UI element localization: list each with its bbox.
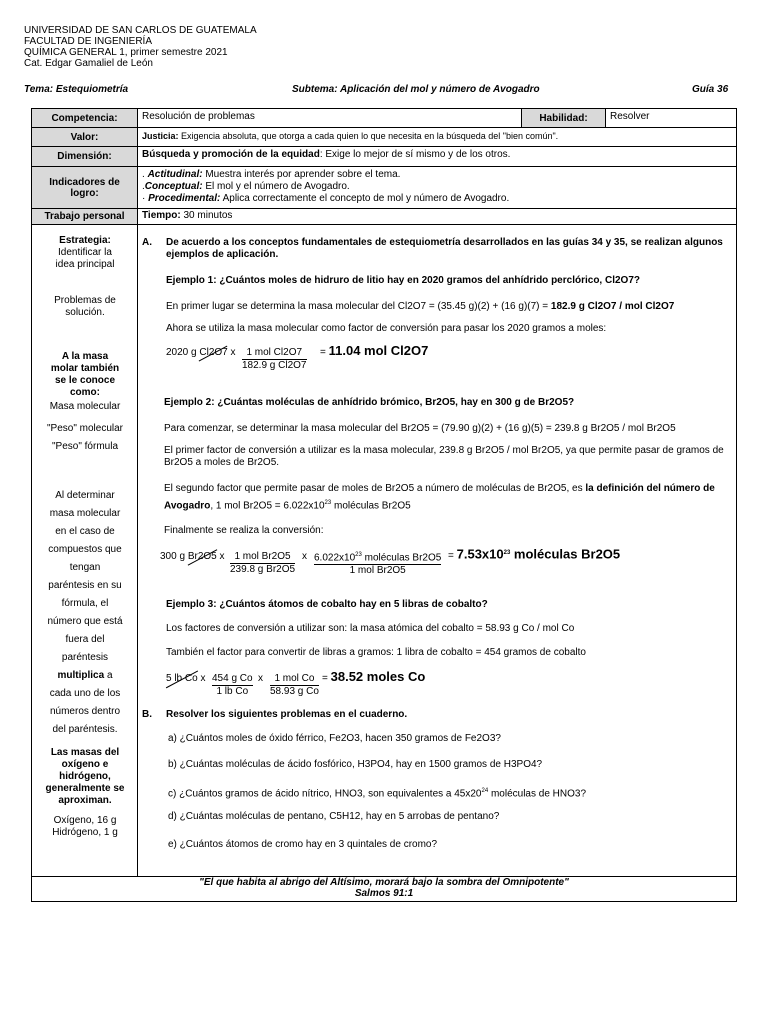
ej2-result: = $7.53x10^{23}$ moléculas Br2O5: [448, 546, 621, 562]
ej1-fraction: 1 mol Cl2O7 182.9 g Cl2O7: [242, 347, 307, 371]
indicador-conceptual: .Conceptual: El mol y el número de Avogadro.: [142, 181, 350, 192]
trabajo-label: Trabajo personal: [32, 209, 138, 224]
ej2-times: x: [302, 551, 307, 562]
ej1-p2: Ahora se utiliza la masa molecular como factor de conversión para pasar los 2020 gramos a moles:: [166, 323, 607, 334]
section-b-text: Resolver los siguientes problemas en el cuaderno.: [166, 709, 408, 720]
ej1-equals: = 11.04 mol Cl2O7: [320, 343, 429, 358]
habilidad-value: Resolver: [610, 111, 650, 122]
ej2-p3: El segundo factor que permite pasar de moles de Br2O5 a número de moléculas de Br2O5, es la definición del número de Avogadro, 1 mol $Br2O5 = 6.022x10^{23}$ moléculas Br2O5: [164, 483, 715, 512]
ej3-fraction-2: 1 mol Co 58.93 g Co: [270, 673, 319, 697]
main-table: [31, 108, 737, 902]
sidebar-problemas: Problemas de solución.: [54, 295, 116, 318]
header-professor: Cat. Edgar Gamaliel de León: [24, 58, 153, 69]
ej2-fraction-2: $6.022x10^{23}$ moléculas Br2O5 1 mol Br2O5: [314, 549, 441, 577]
valor-key: Justicia:: [142, 131, 179, 141]
problem-d: d) ¿Cuántas moléculas de pentano, C5H12, hay en 5 arrobas de pentano?: [168, 811, 500, 822]
dimension-value: [138, 147, 736, 166]
ej1-equation: 2020 g Cl2O7 x: [166, 347, 236, 358]
row-trabajo: [32, 209, 736, 225]
section-b-letter: B.: [142, 709, 152, 720]
topic-tema: Tema: Estequiometría: [24, 84, 129, 95]
indicador-actitudinal: . Actitudinal: Muestra interés por aprender sobre el tema.: [142, 169, 401, 180]
topic-guia: Guía 36: [692, 84, 729, 95]
dimension-label: Dimensión:: [32, 147, 138, 166]
ej2-p4: Finalmente se realiza la conversión:: [164, 525, 324, 536]
sidebar-masa-molar-title: A la masa molar también se le conoce como:: [50, 351, 120, 398]
topic-subtema: Subtema: Aplicación del mol y número de Avogadro: [292, 84, 540, 95]
ej3-p1: Los factores de conversión a utilizar son: la masa atómica del cobalto = 58.93 g Co / mol Co: [166, 623, 575, 634]
tiempo-value: Tiempo: 30 minutos: [142, 210, 233, 221]
valor-value: [138, 128, 736, 146]
ej3-fraction-1: $\frac{\text{454 g Co}}{\text{1 lb Co}}$: [212, 673, 253, 697]
indicador-procedimental: · Procedimental: Aplica correctamente el concepto de mol y número de Avogadro.: [142, 193, 510, 204]
valor-label: Valor:: [32, 128, 138, 146]
content-area: [138, 225, 736, 876]
row-dimension: [32, 147, 736, 167]
ej2-p2: El primer factor de conversión a utilizar es la masa molecular, 239.8 g Br2O5 / mol Br2O5, ya que permite pasar de gramos de Br2O5 a moles de Br2O5.: [164, 445, 724, 468]
section-a-text: De acuerdo a los conceptos fundamentales de estequiometría desarrollados en las guías 34 y 35, se realizan algunos ejemplos de aplicación.: [166, 237, 723, 260]
ej3-equation: 5 lb Co x: [166, 673, 206, 684]
habilidad-label: Habilidad:: [522, 109, 606, 127]
ej3-result: = 38.52 moles Co: [322, 669, 426, 684]
sidebar: [32, 225, 138, 876]
ej3-title: Ejemplo 3: ¿Cuántos átomos de cobalto hay en 5 libras de cobalto?: [166, 599, 488, 610]
problem-a: a) ¿Cuántos moles de óxido férrico, Fe2O3, hacen 350 gramos de Fe2O3?: [168, 733, 501, 744]
header-university: UNIVERSIDAD DE SAN CARLOS DE GUATEMALA: [24, 25, 257, 36]
sidebar-masa-molecular: Masa molecular: [49, 401, 121, 412]
sidebar-estrategia: Estrategia: Identificar la idea principal: [55, 235, 115, 270]
ej1-result: 11.04 mol Cl2O7: [328, 343, 429, 358]
competencia-value: Resolución de problemas: [138, 109, 522, 127]
footer-quote: "El que habita al abrigo del Altísimo, morará bajo la sombra del Omnipotente": [199, 877, 569, 888]
indicadores-label: Indicadores de logro:: [32, 167, 138, 208]
row-valor: [32, 128, 736, 147]
sidebar-masas-title: Las masas del oxígeno e hidrógeno, generalmente se aproximan.: [45, 747, 125, 806]
sidebar-peso-formula: "Peso" fórmula: [51, 441, 118, 452]
sidebar-hidrogeno: Hidrógeno, 1 g: [52, 827, 118, 838]
footer-quote-block: [32, 877, 736, 899]
problem-e: e) ¿Cuántos átomos de cromo hay en 3 quintales de cromo?: [168, 839, 438, 850]
sidebar-oxigeno: Oxígeno, 16 g: [53, 815, 117, 826]
problem-c: c) ¿Cuántos gramos de ácido nítrico, HNO3, son equivalentes a $45x20^{24}$ moléculas de HNO3?: [168, 788, 587, 800]
ej2-p1: Para comenzar, se determinar la masa molecular del Br2O5 = (79.90 g)(2) + (16 g)(5) = 239.8 g Br2O5 / mol Br2O5: [164, 423, 676, 434]
ej1-p1: En primer lugar se determina la masa molecular del Cl2O7 = (35.45 g)(2) + (16 g)(7) = 182.9 g Cl2O7 / mol Cl2O7: [166, 301, 675, 312]
row-competencia: [32, 109, 736, 128]
ej1-title: Ejemplo 1: ¿Cuántos moles de hidruro de litio hay en 2020 gramos del anhídrido perclórico, Cl2O7?: [166, 275, 640, 286]
sidebar-parentesis: Al determinar masa molecular en el caso de compuestos que tengan paréntesis en su fórmula, el número que está fuera del paréntesis multiplica a cada uno de los números dentro del paréntesis.: [47, 490, 123, 735]
dimension-text: : Exige lo mejor de sí mismo y de los otros.: [319, 149, 511, 160]
ej2-title: Ejemplo 2: ¿Cuántas moléculas de anhídrido brómico, Br2O5, hay en 300 g de Br2O5?: [164, 397, 575, 408]
section-a-letter: A.: [142, 237, 152, 248]
valor-text: Exigencia absoluta, que otorga a cada quien lo que necesita en la búsqueda del "bien común".: [178, 131, 559, 141]
header-faculty: FACULTAD DE INGENIERÍA: [24, 36, 152, 47]
ej3-p2: También el factor para convertir de libras a gramos: 1 libra de cobalto = 454 gramos de cobalto: [166, 647, 586, 658]
document-header: [24, 25, 257, 69]
footer-reference: Salmos 91:1: [354, 888, 414, 899]
row-indicadores: [32, 167, 736, 209]
indicadores-value: [138, 167, 736, 208]
competencia-label: Competencia:: [32, 109, 138, 127]
sidebar-peso-molecular: "Peso" molecular: [46, 423, 124, 434]
ej3-times: x: [258, 673, 263, 684]
ej2-equation: 300 g Br2O5 x: [160, 551, 225, 562]
row-body: [32, 225, 736, 877]
ej2-fraction-1: 1 mol Br2O5 239.8 g Br2O5: [230, 551, 296, 575]
problem-b: b) ¿Cuántas moléculas de ácido fosfórico, H3PO4, hay en 1500 gramos de H3PO4?: [168, 759, 543, 770]
dimension-key: Búsqueda y promoción de la equidad: [142, 149, 320, 160]
header-course: QUÍMICA GENERAL 1, primer semestre 2021: [24, 47, 228, 58]
